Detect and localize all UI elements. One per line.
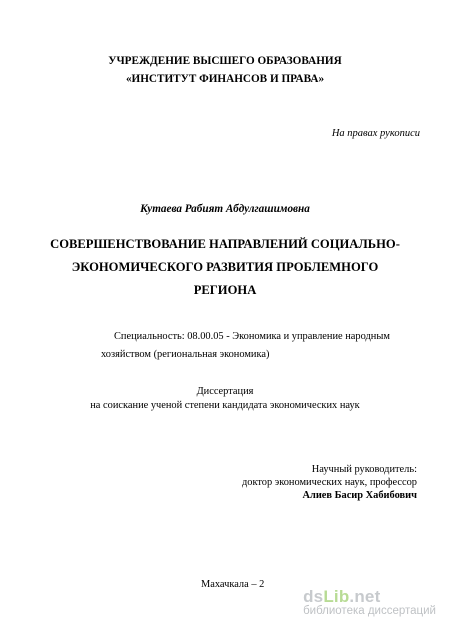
supervisor-label: Научный руководитель: [311,464,417,475]
dissertation-degree: на соискание ученой степени кандидата экономических наук [90,400,360,411]
specialty-line-2: хозяйством (региональная экономика) [101,349,270,360]
dslib-logo [303,588,436,605]
institution-line-2: «ИНСТИТУТ ФИНАНСОВ И ПРАВА» [125,73,325,85]
city-year: Махачкала – 2 [201,579,265,590]
supervisor-name: Алиев Басир Хабибович [302,490,417,501]
supervisor-degree: доктор экономических наук, профессор [241,477,417,488]
watermark-subtitle: библиотека диссертаций [303,605,436,617]
dissertation-type: Диссертация [196,386,254,397]
logo-net: .net [349,587,381,606]
institution-line-1: УЧРЕЖДЕНИЕ ВЫСШЕГО ОБРАЗОВАНИЯ [108,55,342,67]
specialty-line-1: Специальность: 08.00.05 - Экономика и управление народным [114,331,390,342]
title-line-1: СОВЕРШЕНСТВОВАНИЕ НАПРАВЛЕНИЙ СОЦИАЛЬНО- [50,237,400,251]
logo-lib: Lib [323,587,350,606]
manuscript-note: На правах рукописи [331,128,420,139]
title-line-3: РЕГИОНА [193,283,257,297]
author-name: Кутаева Рабият Абдулгашимовна [140,203,310,215]
dslib-watermark [303,588,436,619]
logo-ds: ds [303,587,324,606]
title-line-2: ЭКОНОМИЧЕСКОГО РАЗВИТИЯ ПРОБЛЕМНОГО [71,260,379,274]
